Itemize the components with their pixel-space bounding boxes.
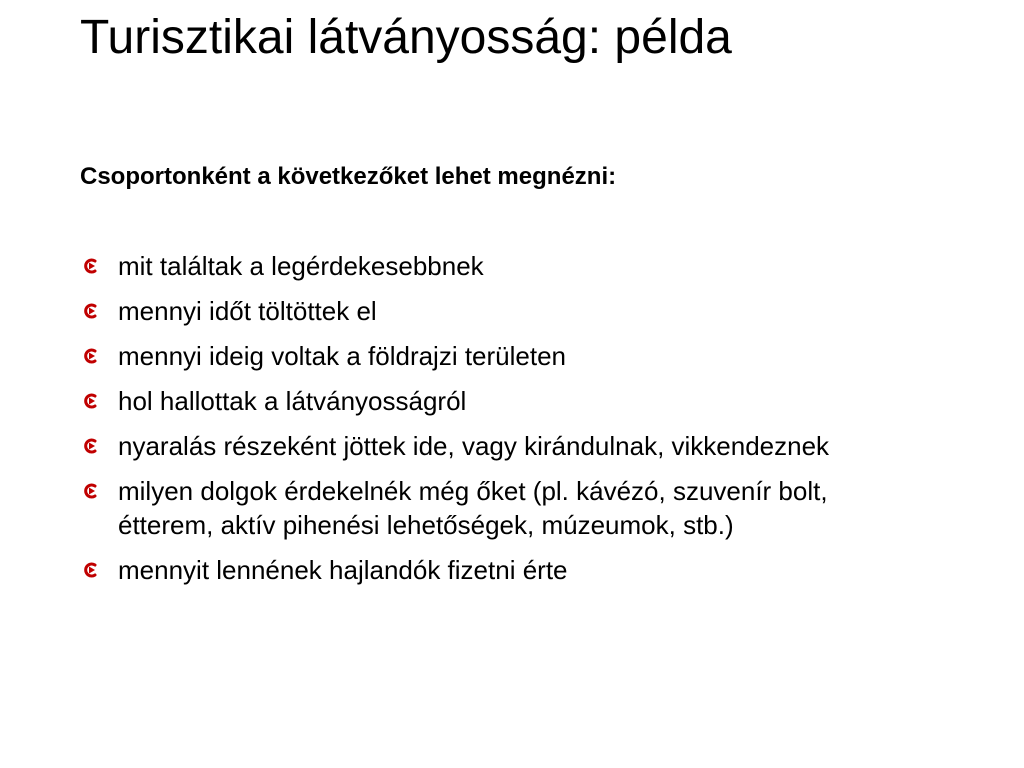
bullet-list	[80, 249, 900, 598]
list-item	[80, 339, 900, 373]
list-item	[80, 429, 900, 463]
curved-arrow-bullet-icon	[80, 436, 100, 456]
bullet-text: milyen dolgok érdekelnék még őket (pl. kávézó, szuvenír bolt, étterem, aktív pihenési lehetőségek, múzeumok, stb.)	[118, 476, 828, 540]
list-item	[80, 294, 900, 328]
curved-arrow-bullet-icon	[80, 301, 100, 321]
bullet-text: hol hallottak a látványosságról	[118, 386, 467, 416]
curved-arrow-bullet-icon	[80, 346, 100, 366]
bullet-text: mennyi időt töltöttek el	[118, 296, 377, 326]
curved-arrow-bullet-icon	[80, 560, 100, 580]
list-item	[80, 474, 900, 542]
bullet-text: mit találtak a legérdekesebbnek	[118, 251, 484, 281]
slide-title: Turisztikai látványosság: példa	[80, 11, 732, 64]
slide-subtitle: Csoportonként a következőket lehet megnézni:	[80, 163, 617, 190]
curved-arrow-bullet-icon	[80, 481, 100, 501]
curved-arrow-bullet-icon	[80, 256, 100, 276]
bullet-text: nyaralás részeként jöttek ide, vagy kirándulnak, vikkendeznek	[118, 431, 830, 461]
bullet-text: mennyi ideig voltak a földrajzi területen	[118, 341, 567, 371]
list-item	[80, 553, 900, 587]
list-item	[80, 249, 900, 283]
bullet-text: mennyit lennének hajlandók fizetni érte	[118, 555, 568, 585]
curved-arrow-bullet-icon	[80, 391, 100, 411]
list-item	[80, 384, 900, 418]
